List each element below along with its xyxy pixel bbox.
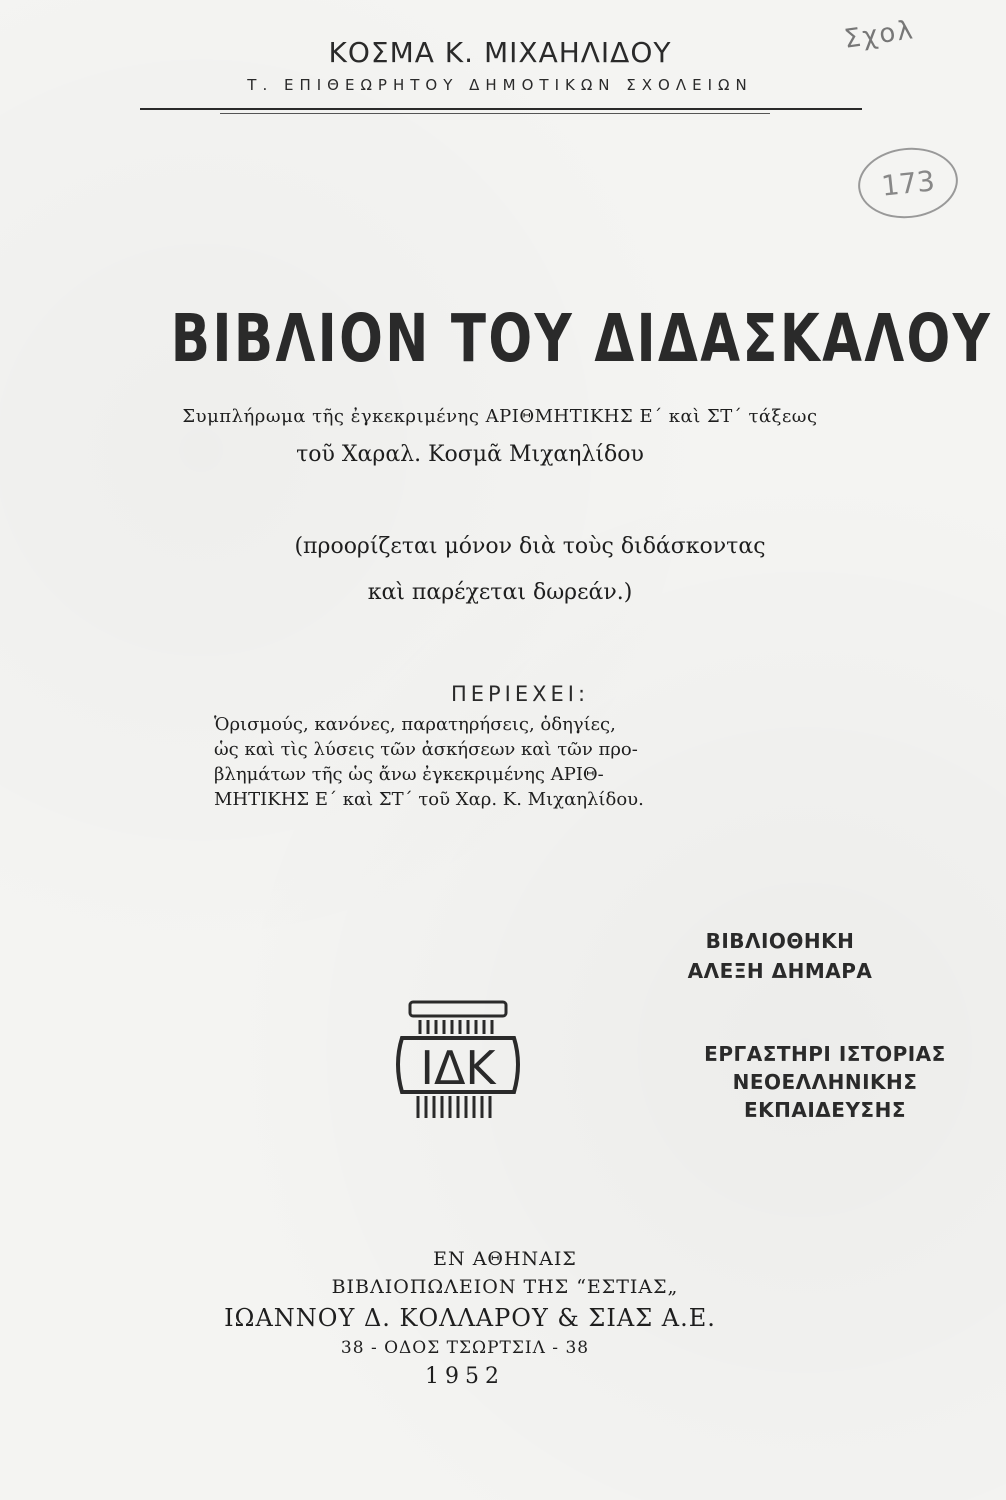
- author-name: ΚΟΣΜΑ Κ. ΜΙΧΑΗΛΙΔΟΥ: [328, 36, 672, 69]
- author-title: Τ. ΕΠΙΘΕΩΡΗΤΟΥ ΔΗΜΟΤΙΚΩΝ ΣΧΟΛΕΙΩΝ: [247, 76, 753, 94]
- library-stamp: [660, 926, 900, 986]
- publisher-bookshop: ΒΙΒΛΙΟΠΩΛΕΙΟΝ ΤΗΣ “ΕΣΤΙΑΣ„: [331, 1276, 679, 1298]
- publication-place: ΕΝ ΑΘΗΝΑΙΣ: [433, 1248, 577, 1270]
- usage-note-line-2: καὶ παρέχεται δωρεάν.): [367, 580, 633, 605]
- catalog-number-text: 173: [879, 163, 937, 203]
- contents-line: ΜΗΤΙΚΗΣ Ε΄ καὶ ΣΤ΄ τοῦ Χαρ. Κ. Μιχαηλίδου.: [214, 789, 644, 810]
- contents-line: βλημάτων τῆς ὡς ἄνω ἐγκεκριμένης ΑΡΙΘ-: [214, 764, 604, 785]
- book-title: ΒΙΒΛΙΟΝ ΤΟΥ ΔΙΔΑΣΚΑΛΟΥ: [170, 300, 993, 377]
- handwritten-note: Σχολ: [842, 15, 917, 55]
- workshop-stamp: [690, 1040, 960, 1124]
- logo-text: ΙΔΚ: [420, 1041, 496, 1095]
- workshop-stamp-line-3: ΕΚΠΑΙΔΕΥΣΗΣ: [743, 1098, 906, 1122]
- contents-line: ὡς καὶ τὶς λύσεις τῶν ἀσκήσεων καὶ τῶν προ-: [214, 739, 638, 760]
- idk-logo-stamp: [388, 1000, 528, 1128]
- publisher-address: 38 - ΟΔΟΣ ΤΣΩΡΤΣΙΛ - 38: [340, 1338, 590, 1358]
- workshop-stamp-line-2: ΝΕΟΕΛΛΗΝΙΚΗΣ: [732, 1070, 918, 1094]
- subtitle-line-2: τοῦ Χαραλ. Κοσμᾶ Μιχαηλίδου: [296, 442, 644, 467]
- contents-description: [214, 712, 774, 812]
- contents-line: Ὁρισμούς, κανόνες, παρατηρήσεις, ὁδηγίες,: [214, 714, 616, 735]
- contents-heading: ΠΕΡΙΕΧΕΙ:: [450, 682, 590, 706]
- header-rule: [140, 108, 862, 110]
- library-stamp-line-2: ΑΛΕΞΗ ΔΗΜΑΡΑ: [687, 959, 873, 983]
- publisher-company: ΙΩΑΝΝΟΥ Δ. ΚΟΛΛΑΡΟΥ & ΣΙΑΣ Α.Ε.: [224, 1304, 716, 1332]
- library-stamp-line-1: ΒΙΒΛΙΟΘΗΚΗ: [705, 929, 855, 953]
- subtitle-line-1: Συμπλήρωμα τῆς ἐγκεκριμένης ΑΡΙΘΜΗΤΙΚΗΣ Ε΄ καὶ ΣΤ΄ τάξεως: [182, 406, 818, 427]
- handwritten-catalog-number: [855, 143, 962, 223]
- usage-note-line-1: (προορίζεται μόνον διὰ τοὺς διδάσκοντας: [294, 534, 766, 559]
- header-rule-thin: [220, 113, 770, 114]
- publication-year: 1952: [425, 1364, 505, 1389]
- workshop-stamp-line-1: ΕΡΓΑΣΤΗΡΙ ΙΣΤΟΡΙΑΣ: [704, 1042, 946, 1066]
